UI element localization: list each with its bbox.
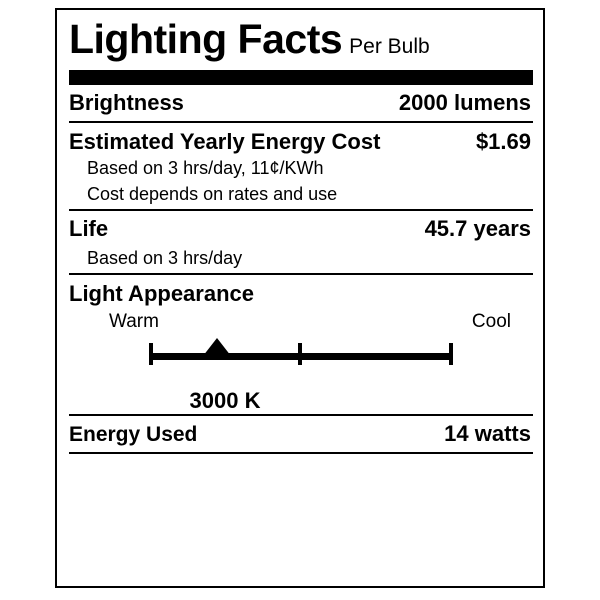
brightness-label: Brightness <box>69 90 184 115</box>
label-title-row <box>67 16 533 66</box>
energy-cost-row <box>67 123 533 157</box>
energy-cost-note-rates: Cost depends on rates and use <box>87 184 338 204</box>
lighting-facts-label <box>55 8 545 588</box>
page-subtitle: Per Bulb <box>349 35 430 58</box>
scale-cool-label: Cool <box>471 311 511 332</box>
light-appearance-label: Light Appearance <box>69 281 254 306</box>
life-row <box>67 211 533 247</box>
label-bottom-space <box>67 454 533 524</box>
light-appearance-scale-labels <box>67 309 533 333</box>
color-temperature-value: 3000 K <box>189 388 261 413</box>
energy-used-value: 14 watts <box>444 421 531 446</box>
scale-tick-left <box>149 343 153 365</box>
scale-tick-right <box>449 343 453 365</box>
scale-marker-triangle-icon <box>203 338 231 356</box>
energy-cost-label: Estimated Yearly Energy Cost <box>69 129 381 154</box>
brightness-value: 2000 lumens <box>398 90 531 115</box>
energy-used-row <box>67 416 533 452</box>
page-title: Lighting Facts <box>69 16 343 62</box>
light-appearance-scale <box>67 341 533 387</box>
title-divider-bar <box>69 70 533 85</box>
scale-tick-middle <box>298 343 302 365</box>
life-value: 45.7 years <box>424 216 531 241</box>
energy-used-label: Energy Used <box>69 423 198 446</box>
energy-cost-note-basis: Based on 3 hrs/day, 11¢/KWh <box>87 158 324 178</box>
life-label: Life <box>69 216 109 241</box>
life-note: Based on 3 hrs/day <box>87 248 243 268</box>
energy-cost-value: $1.69 <box>475 129 531 154</box>
scale-warm-label: Warm <box>109 311 159 332</box>
brightness-row <box>67 85 533 121</box>
